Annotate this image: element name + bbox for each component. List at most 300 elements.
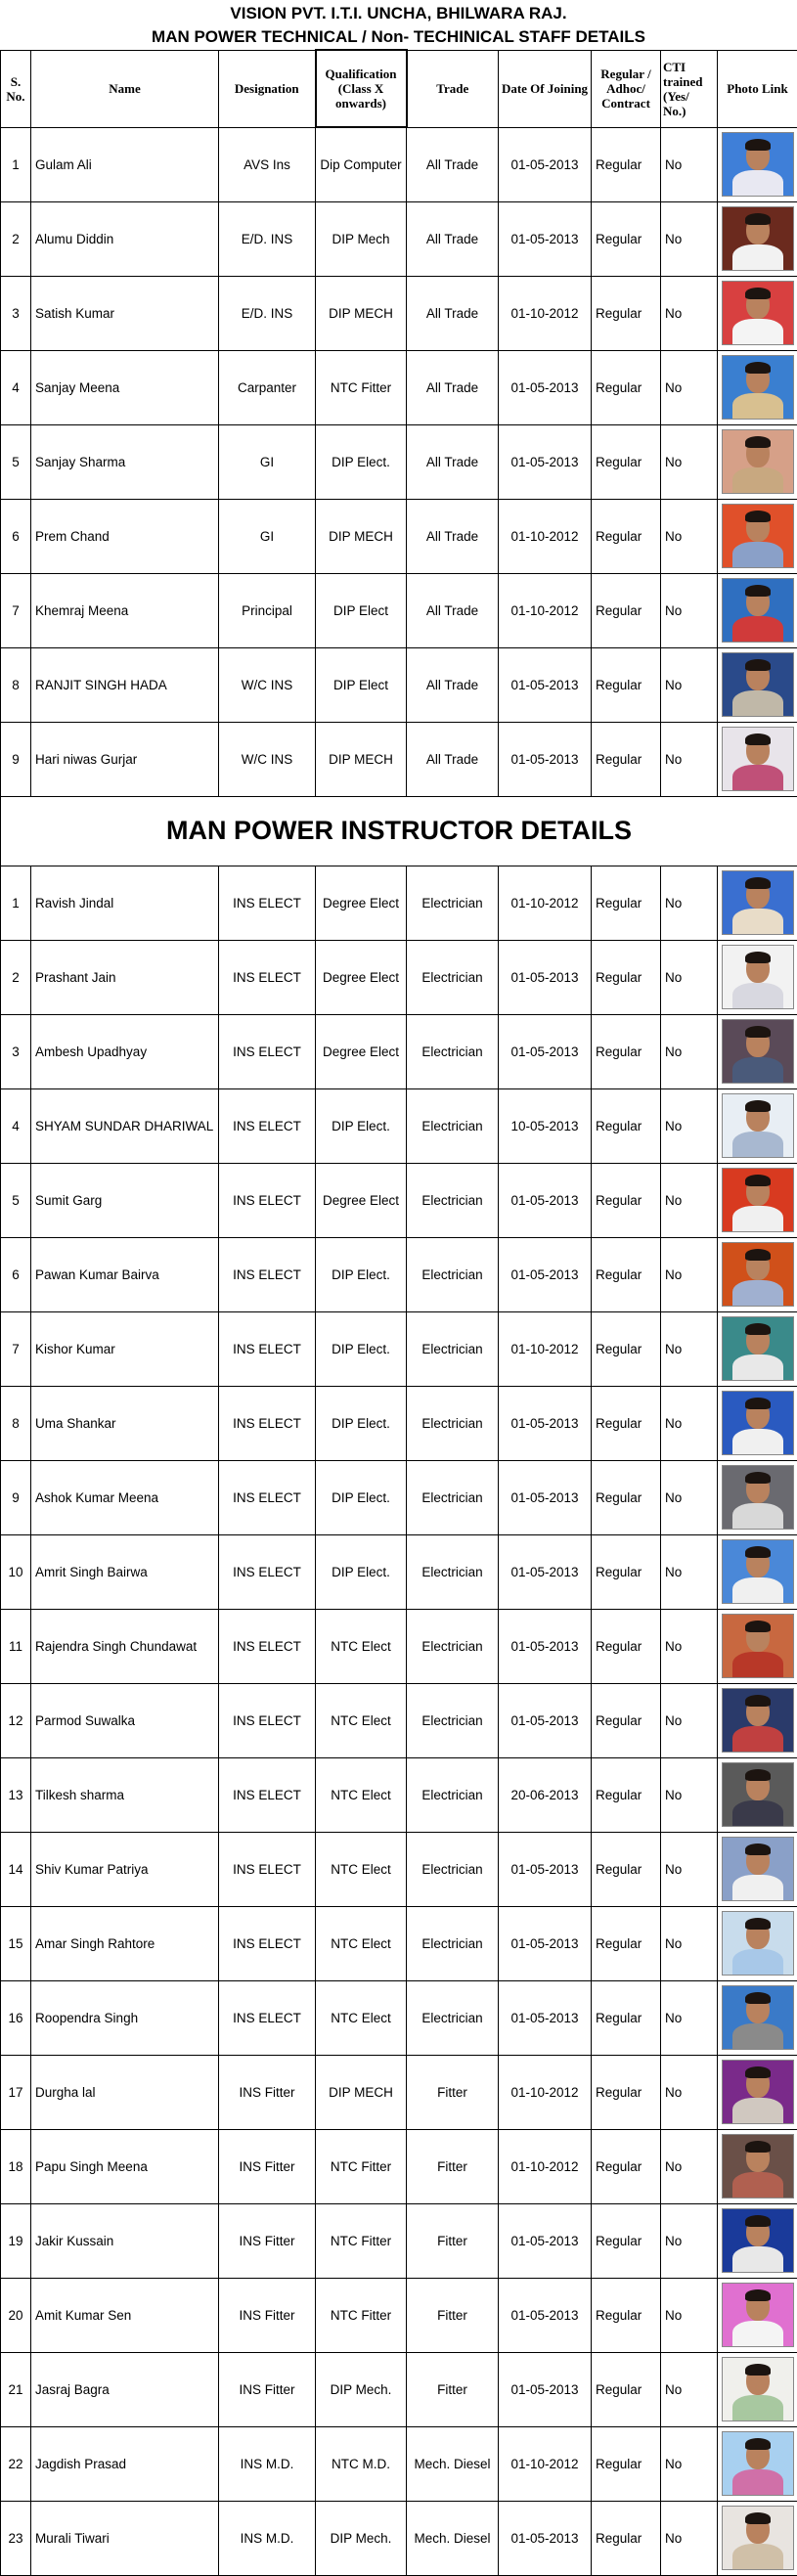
- date-of-joining-cell: 01-05-2013: [499, 1163, 592, 1237]
- table-row: [1, 1163, 797, 1237]
- trade-cell: All Trade: [407, 127, 499, 201]
- table-row: [1, 940, 797, 1014]
- trade-cell: Fitter: [407, 2129, 499, 2203]
- date-of-joining-cell: 01-05-2013: [499, 1980, 592, 2055]
- photo-cell: [718, 722, 797, 796]
- photo-hair-shape: [745, 733, 771, 745]
- qualification-cell: NTC Fitter: [316, 350, 407, 424]
- qualification-cell: Degree Elect: [316, 940, 407, 1014]
- staff-photo[interactable]: [722, 2506, 794, 2570]
- photo-body-shape: [732, 2321, 783, 2347]
- qualification-cell: DIP Elect.: [316, 1088, 407, 1163]
- name-cell: Gulam Ali: [31, 127, 219, 201]
- photo-body-shape: [732, 467, 783, 494]
- date-of-joining-cell: 10-05-2013: [499, 1088, 592, 1163]
- table-row: [1, 1757, 797, 1832]
- photo-hair-shape: [745, 2215, 771, 2227]
- staff-photo[interactable]: [722, 132, 794, 197]
- staff-photo[interactable]: [722, 1168, 794, 1232]
- photo-hair-shape: [745, 659, 771, 671]
- trade-cell: All Trade: [407, 350, 499, 424]
- designation-cell: E/D. INS: [219, 276, 316, 350]
- photo-hair-shape: [745, 362, 771, 374]
- staff-photo[interactable]: [722, 2357, 794, 2421]
- employment-type-cell: Regular: [592, 866, 661, 940]
- cti-trained-cell: No: [661, 1386, 718, 1460]
- designation-cell: INS ELECT: [219, 1906, 316, 1980]
- date-of-joining-cell: 01-10-2012: [499, 573, 592, 647]
- serial-number-cell: 17: [1, 2055, 31, 2129]
- date-of-joining-cell: 01-05-2013: [499, 1609, 592, 1683]
- designation-cell: E/D. INS: [219, 201, 316, 276]
- photo-body-shape: [732, 1503, 783, 1530]
- designation-cell: INS ELECT: [219, 1386, 316, 1460]
- table-row: [1, 2278, 797, 2352]
- staff-photo[interactable]: [722, 1688, 794, 1753]
- photo-cell: [718, 647, 797, 722]
- serial-number-cell: 9: [1, 1460, 31, 1534]
- serial-number-cell: 14: [1, 1832, 31, 1906]
- photo-body-shape: [732, 1875, 783, 1901]
- name-cell: Uma Shankar: [31, 1386, 219, 1460]
- table-row: [1, 1980, 797, 2055]
- photo-hair-shape: [745, 2141, 771, 2153]
- cti-trained-cell: No: [661, 1014, 718, 1088]
- serial-number-cell: 7: [1, 1311, 31, 1386]
- qualification-cell: DIP MECH: [316, 2055, 407, 2129]
- trade-cell: Electrician: [407, 1014, 499, 1088]
- designation-cell: INS ELECT: [219, 1460, 316, 1534]
- staff-details-table: [0, 49, 797, 2576]
- designation-cell: W/C INS: [219, 647, 316, 722]
- staff-photo[interactable]: [722, 1093, 794, 1158]
- instructor-section-row: [1, 796, 797, 866]
- serial-number-cell: 19: [1, 2203, 31, 2278]
- designation-cell: INS ELECT: [219, 940, 316, 1014]
- photo-cell: [718, 201, 797, 276]
- photo-hair-shape: [745, 2438, 771, 2450]
- trade-cell: Electrician: [407, 1088, 499, 1163]
- designation-cell: Carpanter: [219, 350, 316, 424]
- staff-photo[interactable]: [722, 1391, 794, 1455]
- trade-cell: Electrician: [407, 1163, 499, 1237]
- employment-type-cell: Regular: [592, 940, 661, 1014]
- trade-cell: Mech. Diesel: [407, 2426, 499, 2501]
- name-cell: Shiv Kumar Patriya: [31, 1832, 219, 1906]
- serial-number-cell: 10: [1, 1534, 31, 1609]
- designation-cell: INS Fitter: [219, 2203, 316, 2278]
- staff-photo[interactable]: [722, 1316, 794, 1381]
- staff-photo[interactable]: [722, 1911, 794, 1976]
- trade-cell: All Trade: [407, 276, 499, 350]
- qualification-cell: DIP Elect.: [316, 1386, 407, 1460]
- designation-cell: GI: [219, 499, 316, 573]
- employment-type-cell: Regular: [592, 1609, 661, 1683]
- name-cell: Amar Singh Rahtore: [31, 1906, 219, 1980]
- staff-photo[interactable]: [722, 870, 794, 935]
- qualification-cell: NTC Fitter: [316, 2278, 407, 2352]
- photo-cell: [718, 1460, 797, 1534]
- trade-cell: All Trade: [407, 499, 499, 573]
- qualification-cell: NTC Elect: [316, 1980, 407, 2055]
- employment-type-cell: Regular: [592, 1757, 661, 1832]
- serial-number-cell: 21: [1, 2352, 31, 2426]
- staff-photo[interactable]: [722, 1762, 794, 1827]
- serial-number-cell: 20: [1, 2278, 31, 2352]
- qualification-cell: Degree Elect: [316, 1163, 407, 1237]
- date-of-joining-cell: 01-05-2013: [499, 1237, 592, 1311]
- table-row: [1, 1237, 797, 1311]
- staff-photo[interactable]: [722, 1019, 794, 1084]
- name-cell: Ambesh Upadhyay: [31, 1014, 219, 1088]
- photo-hair-shape: [745, 511, 771, 522]
- qualification-cell: DIP Elect: [316, 573, 407, 647]
- name-cell: Jagdish Prasad: [31, 2426, 219, 2501]
- cti-trained-cell: No: [661, 1757, 718, 1832]
- name-cell: Pawan Kumar Bairva: [31, 1237, 219, 1311]
- photo-cell: [718, 1757, 797, 1832]
- photo-hair-shape: [745, 1472, 771, 1484]
- designation-cell: INS ELECT: [219, 1832, 316, 1906]
- photo-body-shape: [732, 1577, 783, 1604]
- trade-cell: Electrician: [407, 1311, 499, 1386]
- photo-hair-shape: [745, 1918, 771, 1930]
- cti-trained-cell: No: [661, 1980, 718, 2055]
- photo-cell: [718, 424, 797, 499]
- table-row: [1, 2203, 797, 2278]
- qualification-cell: NTC Fitter: [316, 2129, 407, 2203]
- employment-type-cell: Regular: [592, 1311, 661, 1386]
- date-of-joining-cell: 01-05-2013: [499, 2278, 592, 2352]
- photo-cell: [718, 1311, 797, 1386]
- trade-cell: Fitter: [407, 2055, 499, 2129]
- trade-cell: Electrician: [407, 1683, 499, 1757]
- table-row: [1, 1683, 797, 1757]
- instructor-rows: [1, 866, 797, 2575]
- photo-body-shape: [732, 319, 783, 345]
- date-of-joining-cell: 01-10-2012: [499, 866, 592, 940]
- serial-number-cell: 15: [1, 1906, 31, 1980]
- table-row: [1, 1014, 797, 1088]
- employment-type-cell: Regular: [592, 2278, 661, 2352]
- name-cell: SHYAM SUNDAR DHARIWAL: [31, 1088, 219, 1163]
- table-row: [1, 424, 797, 499]
- photo-body-shape: [732, 983, 783, 1009]
- qualification-cell: NTC Elect: [316, 1757, 407, 1832]
- staff-photo[interactable]: [722, 727, 794, 791]
- designation-cell: INS ELECT: [219, 1311, 316, 1386]
- trade-cell: Electrician: [407, 1237, 499, 1311]
- table-row: [1, 1088, 797, 1163]
- employment-type-cell: Regular: [592, 1534, 661, 1609]
- table-row: [1, 1832, 797, 1906]
- col-header-employment-type: Regular / Adhoc/ Contract: [592, 50, 661, 127]
- instructor-section-title: MAN POWER INSTRUCTOR DETAILS: [1, 796, 797, 866]
- photo-hair-shape: [745, 1026, 771, 1038]
- staff-photo[interactable]: [722, 281, 794, 345]
- photo-body-shape: [732, 1057, 783, 1084]
- trade-cell: Electrician: [407, 1609, 499, 1683]
- photo-hair-shape: [745, 1100, 771, 1112]
- trade-cell: Fitter: [407, 2203, 499, 2278]
- table-row: [1, 1906, 797, 1980]
- name-cell: Rajendra Singh Chundawat: [31, 1609, 219, 1683]
- employment-type-cell: Regular: [592, 127, 661, 201]
- cti-trained-cell: No: [661, 1534, 718, 1609]
- cti-trained-cell: No: [661, 722, 718, 796]
- date-of-joining-cell: 01-10-2012: [499, 2129, 592, 2203]
- employment-type-cell: Regular: [592, 424, 661, 499]
- cti-trained-cell: No: [661, 866, 718, 940]
- staff-photo[interactable]: [722, 1985, 794, 2050]
- staff-photo[interactable]: [722, 2134, 794, 2198]
- designation-cell: INS ELECT: [219, 1683, 316, 1757]
- staff-photo[interactable]: [722, 2208, 794, 2273]
- designation-cell: INS M.D.: [219, 2501, 316, 2575]
- employment-type-cell: Regular: [592, 1386, 661, 1460]
- table-row: [1, 647, 797, 722]
- name-cell: Sanjay Meena: [31, 350, 219, 424]
- staff-photo[interactable]: [722, 1539, 794, 1604]
- photo-hair-shape: [745, 2512, 771, 2524]
- photo-hair-shape: [745, 1323, 771, 1335]
- table-row: [1, 2129, 797, 2203]
- serial-number-cell: 8: [1, 1386, 31, 1460]
- cti-trained-cell: No: [661, 1609, 718, 1683]
- employment-type-cell: Regular: [592, 201, 661, 276]
- photo-body-shape: [732, 2469, 783, 2496]
- photo-body-shape: [732, 1429, 783, 1455]
- photo-hair-shape: [745, 213, 771, 225]
- date-of-joining-cell: 01-05-2013: [499, 940, 592, 1014]
- employment-type-cell: Regular: [592, 276, 661, 350]
- cti-trained-cell: No: [661, 647, 718, 722]
- photo-cell: [718, 1906, 797, 1980]
- table-row: [1, 276, 797, 350]
- photo-cell: [718, 1386, 797, 1460]
- cti-trained-cell: No: [661, 350, 718, 424]
- table-row: [1, 2426, 797, 2501]
- column-header-row: [1, 50, 797, 127]
- date-of-joining-cell: 01-05-2013: [499, 1683, 592, 1757]
- trade-cell: All Trade: [407, 573, 499, 647]
- staff-photo[interactable]: [722, 1465, 794, 1530]
- photo-hair-shape: [745, 1249, 771, 1261]
- date-of-joining-cell: 01-10-2012: [499, 2426, 592, 2501]
- employment-type-cell: Regular: [592, 2129, 661, 2203]
- photo-body-shape: [732, 1132, 783, 1158]
- cti-trained-cell: No: [661, 1311, 718, 1386]
- employment-type-cell: Regular: [592, 1163, 661, 1237]
- employment-type-cell: Regular: [592, 573, 661, 647]
- staff-photo[interactable]: [722, 429, 794, 494]
- date-of-joining-cell: 01-05-2013: [499, 1014, 592, 1088]
- table-row: [1, 2055, 797, 2129]
- employment-type-cell: Regular: [592, 2426, 661, 2501]
- designation-cell: INS ELECT: [219, 1014, 316, 1088]
- cti-trained-cell: No: [661, 1088, 718, 1163]
- photo-body-shape: [732, 2098, 783, 2124]
- trade-cell: Electrician: [407, 1386, 499, 1460]
- employment-type-cell: Regular: [592, 2501, 661, 2575]
- designation-cell: INS ELECT: [219, 1237, 316, 1311]
- col-header-designation: Designation: [219, 50, 316, 127]
- designation-cell: INS Fitter: [219, 2055, 316, 2129]
- qualification-cell: NTC Elect: [316, 1609, 407, 1683]
- cti-trained-cell: No: [661, 2426, 718, 2501]
- photo-body-shape: [732, 1949, 783, 1976]
- name-cell: Durgha lal: [31, 2055, 219, 2129]
- date-of-joining-cell: 01-05-2013: [499, 1906, 592, 1980]
- cti-trained-cell: No: [661, 573, 718, 647]
- designation-cell: INS ELECT: [219, 1534, 316, 1609]
- staff-photo[interactable]: [722, 1837, 794, 1901]
- qualification-cell: Degree Elect: [316, 1014, 407, 1088]
- photo-body-shape: [732, 1355, 783, 1381]
- staff-photo[interactable]: [722, 945, 794, 1009]
- staff-photo[interactable]: [722, 206, 794, 271]
- employment-type-cell: Regular: [592, 1088, 661, 1163]
- date-of-joining-cell: 01-05-2013: [499, 127, 592, 201]
- name-cell: Khemraj Meena: [31, 573, 219, 647]
- qualification-cell: Dip Computer: [316, 127, 407, 201]
- table-row: [1, 722, 797, 796]
- serial-number-cell: 6: [1, 1237, 31, 1311]
- trade-cell: Fitter: [407, 2352, 499, 2426]
- photo-body-shape: [732, 542, 783, 568]
- qualification-cell: NTC Elect: [316, 1832, 407, 1906]
- cti-trained-cell: No: [661, 201, 718, 276]
- cti-trained-cell: No: [661, 1460, 718, 1534]
- serial-number-cell: 1: [1, 127, 31, 201]
- cti-trained-cell: No: [661, 276, 718, 350]
- trade-cell: Fitter: [407, 2278, 499, 2352]
- photo-cell: [718, 350, 797, 424]
- designation-cell: INS ELECT: [219, 1609, 316, 1683]
- photo-hair-shape: [745, 1175, 771, 1186]
- employment-type-cell: Regular: [592, 1683, 661, 1757]
- cti-trained-cell: No: [661, 424, 718, 499]
- staff-photo[interactable]: [722, 2431, 794, 2496]
- staff-photo[interactable]: [722, 2060, 794, 2124]
- photo-hair-shape: [745, 436, 771, 448]
- photo-hair-shape: [745, 1843, 771, 1855]
- employment-type-cell: Regular: [592, 647, 661, 722]
- photo-hair-shape: [745, 2289, 771, 2301]
- qualification-cell: DIP Elect.: [316, 424, 407, 499]
- qualification-cell: DIP Elect.: [316, 1311, 407, 1386]
- staff-photo[interactable]: [722, 355, 794, 420]
- photo-cell: [718, 573, 797, 647]
- trade-cell: All Trade: [407, 722, 499, 796]
- trade-cell: Electrician: [407, 1980, 499, 2055]
- photo-cell: [718, 1609, 797, 1683]
- name-cell: Sumit Garg: [31, 1163, 219, 1237]
- table-row: [1, 1460, 797, 1534]
- staff-photo[interactable]: [722, 504, 794, 568]
- staff-photo[interactable]: [722, 578, 794, 643]
- staff-photo[interactable]: [722, 652, 794, 717]
- qualification-cell: NTC Fitter: [316, 2203, 407, 2278]
- photo-hair-shape: [745, 1769, 771, 1781]
- photo-cell: [718, 1237, 797, 1311]
- staff-photo[interactable]: [722, 2283, 794, 2347]
- name-cell: Murali Tiwari: [31, 2501, 219, 2575]
- trade-cell: Electrician: [407, 1906, 499, 1980]
- photo-cell: [718, 499, 797, 573]
- photo-cell: [718, 1832, 797, 1906]
- name-cell: Prashant Jain: [31, 940, 219, 1014]
- photo-body-shape: [732, 1800, 783, 1827]
- name-cell: Prem Chand: [31, 499, 219, 573]
- photo-hair-shape: [745, 288, 771, 299]
- name-cell: Amit Kumar Sen: [31, 2278, 219, 2352]
- col-header-date-of-joining: Date Of Joining: [499, 50, 592, 127]
- technical-staff-section-title: MAN POWER TECHNICAL / Non- TECHINICAL STAFF DETAILS: [0, 23, 797, 50]
- photo-body-shape: [732, 393, 783, 420]
- staff-photo[interactable]: [722, 1614, 794, 1678]
- date-of-joining-cell: 01-05-2013: [499, 1832, 592, 1906]
- photo-hair-shape: [745, 1398, 771, 1409]
- photo-hair-shape: [745, 952, 771, 963]
- date-of-joining-cell: 01-05-2013: [499, 647, 592, 722]
- serial-number-cell: 3: [1, 276, 31, 350]
- photo-hair-shape: [745, 585, 771, 597]
- trade-cell: Electrician: [407, 1460, 499, 1534]
- photo-body-shape: [732, 1726, 783, 1753]
- qualification-cell: DIP Elect.: [316, 1237, 407, 1311]
- name-cell: Amrit Singh Bairwa: [31, 1534, 219, 1609]
- designation-cell: INS Fitter: [219, 2129, 316, 2203]
- photo-hair-shape: [745, 139, 771, 151]
- designation-cell: INS ELECT: [219, 1757, 316, 1832]
- cti-trained-cell: No: [661, 2129, 718, 2203]
- photo-hair-shape: [745, 2364, 771, 2376]
- qualification-cell: DIP MECH: [316, 499, 407, 573]
- serial-number-cell: 11: [1, 1609, 31, 1683]
- trade-cell: Mech. Diesel: [407, 2501, 499, 2575]
- serial-number-cell: 8: [1, 647, 31, 722]
- technical-staff-rows: [1, 127, 797, 796]
- employment-type-cell: Regular: [592, 1980, 661, 2055]
- date-of-joining-cell: 01-10-2012: [499, 2055, 592, 2129]
- photo-body-shape: [732, 170, 783, 197]
- table-row: [1, 499, 797, 573]
- photo-cell: [718, 2501, 797, 2575]
- photo-hair-shape: [745, 1621, 771, 1632]
- photo-body-shape: [732, 690, 783, 717]
- name-cell: Parmod Suwalka: [31, 1683, 219, 1757]
- designation-cell: INS ELECT: [219, 1088, 316, 1163]
- employment-type-cell: Regular: [592, 2203, 661, 2278]
- cti-trained-cell: No: [661, 1163, 718, 1237]
- date-of-joining-cell: 01-05-2013: [499, 424, 592, 499]
- name-cell: Roopendra Singh: [31, 1980, 219, 2055]
- table-row: [1, 127, 797, 201]
- col-header-qualification: Qualification (Class X onwards): [316, 50, 407, 127]
- name-cell: Alumu Diddin: [31, 201, 219, 276]
- serial-number-cell: 9: [1, 722, 31, 796]
- designation-cell: INS ELECT: [219, 866, 316, 940]
- name-cell: Jasraj Bagra: [31, 2352, 219, 2426]
- qualification-cell: DIP Elect: [316, 647, 407, 722]
- photo-cell: [718, 1163, 797, 1237]
- name-cell: Jakir Kussain: [31, 2203, 219, 2278]
- photo-cell: [718, 2352, 797, 2426]
- date-of-joining-cell: 01-05-2013: [499, 2203, 592, 2278]
- staff-photo[interactable]: [722, 1242, 794, 1307]
- photo-cell: [718, 2278, 797, 2352]
